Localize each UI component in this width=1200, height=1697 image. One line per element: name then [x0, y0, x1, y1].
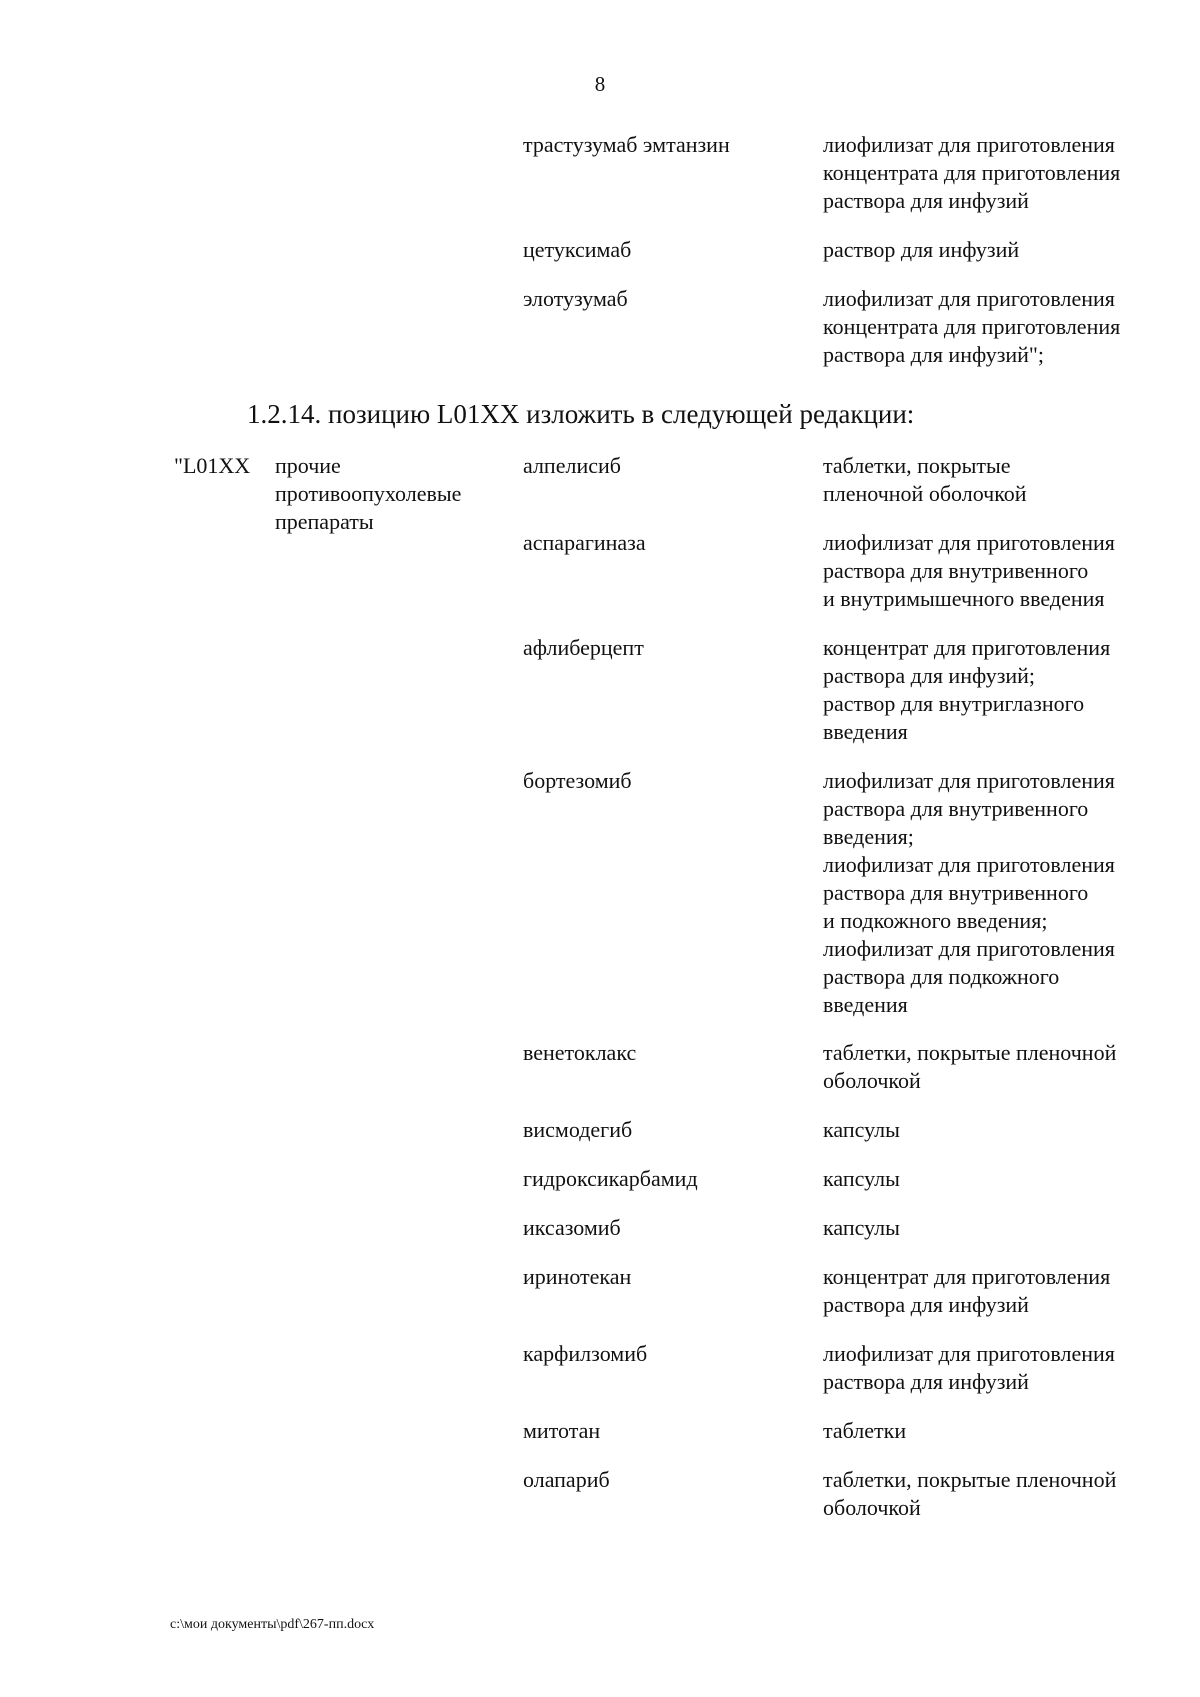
drug-name: аспарагиназа: [523, 530, 646, 555]
dosage-form: концентрат для приготовления раствора для инфузий: [823, 1264, 1111, 1317]
dosage-form: лиофилизат для приготовления раствора для внутривенного введения; лиофилизат для приготовления раствора для внутривенного и подкожного введения; лиофилизат для приготовления раствора для подкожного введения: [823, 768, 1115, 1017]
dosage-form: лиофилизат для приготовления раствора для внутривенного и внутримышечного введения: [823, 530, 1115, 611]
atc-code: "L01XX: [174, 453, 251, 478]
dosage-form: лиофилизат для приготовления концентрата для приготовления раствора для инфузий: [823, 132, 1121, 213]
drug-name: трастузумаб эмтанзин: [523, 132, 730, 157]
drug-name: афлиберцепт: [523, 635, 644, 660]
dosage-form: капсулы: [823, 1117, 900, 1142]
dosage-form: лиофилизат для приготовления раствора для инфузий: [823, 1341, 1115, 1394]
dosage-form: лиофилизат для приготовления концентрата для приготовления раствора для инфузий";: [823, 286, 1121, 367]
page-number: 8: [594, 72, 606, 96]
drug-name: алпелисиб: [523, 453, 621, 478]
drug-name: митотан: [523, 1418, 601, 1443]
drug-name: олапариб: [523, 1467, 610, 1492]
drug-name: венетоклакс: [523, 1040, 637, 1065]
drug-name: гидроксикарбамид: [523, 1166, 698, 1191]
drug-name: иксазомиб: [523, 1215, 621, 1240]
drug-name: висмодегиб: [523, 1117, 633, 1142]
dosage-form: концентрат для приготовления раствора для инфузий; раствор для внутриглазного введения: [823, 635, 1111, 744]
dosage-form: таблетки, покрытые пленочной оболочкой: [823, 1040, 1117, 1093]
drug-name: бортезомиб: [523, 768, 632, 793]
dosage-form: таблетки, покрытые пленочной оболочкой: [823, 453, 1027, 506]
drug-name: элотузумаб: [523, 286, 628, 311]
dosage-form: таблетки, покрытые пленочной оболочкой: [823, 1467, 1117, 1520]
drug-name: цетуксимаб: [523, 237, 632, 262]
drug-name: иринотекан: [523, 1264, 632, 1289]
dosage-form: капсулы: [823, 1215, 900, 1240]
drug-name: карфилзомиб: [523, 1341, 648, 1366]
dosage-form: капсулы: [823, 1166, 900, 1191]
group-name: прочие противоопухолевые препараты: [275, 453, 462, 534]
dosage-form: таблетки: [823, 1418, 907, 1443]
file-path-footer: c:\мои документы\pdf\267-пп.docx: [170, 1617, 375, 1632]
section-heading: 1.2.14. позицию L01XX изложить в следующей редакции:: [247, 399, 915, 429]
dosage-form: раствор для инфузий: [823, 237, 1020, 262]
